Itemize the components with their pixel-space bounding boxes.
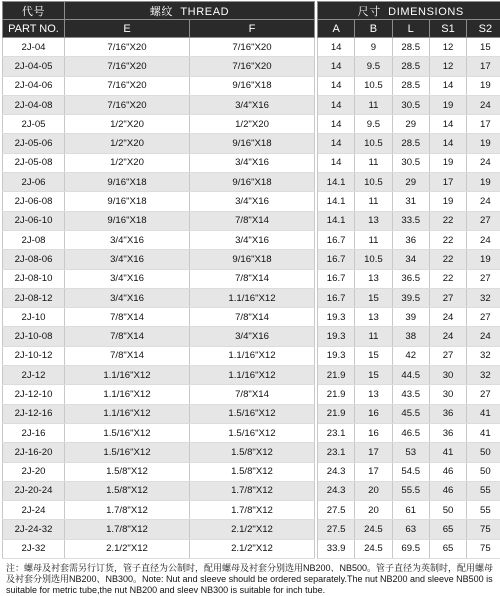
thread-e-cell: 3/4"X16 (65, 250, 190, 269)
thread-e-cell: 7/16"X20 (65, 38, 190, 57)
dim-l-cell: 39.5 (392, 288, 429, 307)
dim-s1-cell: 27 (429, 288, 466, 307)
thread-header (65, 2, 315, 20)
dim-a-cell: 14 (318, 76, 355, 95)
table-row (3, 38, 500, 57)
dim-s1-cell: 65 (429, 539, 466, 558)
table-row (3, 230, 500, 249)
dim-a-cell: 16.7 (318, 230, 355, 249)
thread-e-cell: 3/4"X16 (65, 269, 190, 288)
dim-b-header: B (355, 20, 392, 38)
dim-s1-cell: 46 (429, 462, 466, 481)
dim-l-cell: 36 (392, 230, 429, 249)
thread-e-cell: 3/4"X16 (65, 288, 190, 307)
part-no-cell: 2J-32 (3, 539, 65, 558)
part-no-cell: 2J-04-06 (3, 76, 65, 95)
dim-b-cell: 11 (355, 95, 392, 114)
dim-a-cell: 14 (318, 95, 355, 114)
thread-e-cell: 9/16"X18 (65, 192, 190, 211)
table-row (3, 211, 500, 230)
table-row (3, 192, 500, 211)
dim-l-cell: 53 (392, 443, 429, 462)
table-row (3, 481, 500, 500)
dim-s1-cell: 36 (429, 423, 466, 442)
dim-s2-cell: 75 (467, 539, 500, 558)
table-row (3, 501, 500, 520)
thread-f-cell: 1.5/8"X12 (190, 443, 315, 462)
dim-l-cell: 29 (392, 173, 429, 192)
dim-s1-cell: 30 (429, 385, 466, 404)
thread-f-header: F (190, 20, 315, 38)
thread-f-cell: 9/16"X18 (190, 173, 315, 192)
dim-a-cell: 23.1 (318, 423, 355, 442)
dim-a-cell: 14 (318, 153, 355, 172)
dim-l-cell: 39 (392, 308, 429, 327)
thread-e-cell: 1.5/8"X12 (65, 481, 190, 500)
table-row (3, 308, 500, 327)
dim-l-cell: 30.5 (392, 95, 429, 114)
part-no-cell: 2J-04-08 (3, 95, 65, 114)
part-no-cell: 2J-10-08 (3, 327, 65, 346)
dim-l-cell: 36.5 (392, 269, 429, 288)
dim-s2-cell: 24 (467, 95, 500, 114)
part-no-cell: 2J-05 (3, 115, 65, 134)
dim-s2-cell: 55 (467, 481, 500, 500)
dim-a-cell: 16.7 (318, 250, 355, 269)
dim-b-cell: 11 (355, 192, 392, 211)
thread-f-cell: 3/4"X16 (190, 192, 315, 211)
dim-l-cell: 28.5 (392, 134, 429, 153)
dim-b-cell: 10.5 (355, 134, 392, 153)
dim-s1-cell: 14 (429, 76, 466, 95)
table-row (3, 153, 500, 172)
dim-s2-cell: 50 (467, 443, 500, 462)
part-no-cell: 2J-08 (3, 230, 65, 249)
thread-f-cell: 9/16"X18 (190, 76, 315, 95)
dim-l-cell: 63 (392, 520, 429, 539)
dim-s1-cell: 30 (429, 366, 466, 385)
thread-f-cell: 1.5/16"X12 (190, 423, 315, 442)
dim-b-cell: 20 (355, 501, 392, 520)
dim-l-cell: 43.5 (392, 385, 429, 404)
dim-s1-cell: 22 (429, 269, 466, 288)
thread-f-cell: 2.1/2"X12 (190, 539, 315, 558)
thread-e-cell: 7/16"X20 (65, 57, 190, 76)
dim-s1-cell: 27 (429, 346, 466, 365)
dim-s1-cell: 19 (429, 153, 466, 172)
dim-s2-cell: 41 (467, 404, 500, 423)
thread-f-cell: 1.1/16"X12 (190, 288, 315, 307)
dim-a-cell: 33.9 (318, 539, 355, 558)
dim-s1-cell: 65 (429, 520, 466, 539)
dim-a-cell: 19.3 (318, 346, 355, 365)
dim-b-cell: 9.5 (355, 57, 392, 76)
part-no-cell: 2J-24 (3, 501, 65, 520)
dim-s2-cell: 27 (467, 211, 500, 230)
table-row (3, 385, 500, 404)
thread-f-cell: 7/8"X14 (190, 308, 315, 327)
thread-f-cell: 3/4"X16 (190, 153, 315, 172)
thread-f-cell: 1/2"X20 (190, 115, 315, 134)
dim-s1-cell: 12 (429, 38, 466, 57)
thread-header-cn: 螺纹 (150, 6, 173, 18)
dim-s1-cell: 24 (429, 308, 466, 327)
dim-s1-cell: 46 (429, 481, 466, 500)
part-no-cell: 2J-20 (3, 462, 65, 481)
part-no-cell: 2J-16 (3, 423, 65, 442)
table-row (3, 366, 500, 385)
dim-a-cell: 24.3 (318, 462, 355, 481)
dim-b-cell: 13 (355, 269, 392, 288)
dim-s1-cell: 22 (429, 230, 466, 249)
dim-s2-cell: 24 (467, 230, 500, 249)
table-body (3, 38, 500, 559)
part-no-cell: 2J-24-32 (3, 520, 65, 539)
dimensions-header-cn: 尺寸 (358, 6, 381, 18)
dim-a-cell: 21.9 (318, 404, 355, 423)
part-no-cell: 2J-20-24 (3, 481, 65, 500)
dim-l-cell: 55.5 (392, 481, 429, 500)
dim-s1-cell: 14 (429, 115, 466, 134)
table-row (3, 115, 500, 134)
table-row (3, 134, 500, 153)
dimensions-header-en: DIMENSIONS (388, 6, 464, 18)
thread-header-en: THREAD (180, 6, 229, 18)
dim-a-cell: 16.7 (318, 288, 355, 307)
part-no-header-en: PART NO. (3, 20, 65, 38)
dim-a-cell: 14 (318, 115, 355, 134)
dim-a-cell: 19.3 (318, 308, 355, 327)
dim-s2-cell: 32 (467, 366, 500, 385)
dim-a-cell: 16.7 (318, 269, 355, 288)
part-no-cell: 2J-04 (3, 38, 65, 57)
part-no-cell: 2J-04-05 (3, 57, 65, 76)
dim-l-cell: 46.5 (392, 423, 429, 442)
table-row (3, 462, 500, 481)
dim-b-cell: 17 (355, 443, 392, 462)
dim-l-cell: 38 (392, 327, 429, 346)
dim-l-cell: 29 (392, 115, 429, 134)
dim-b-cell: 11 (355, 327, 392, 346)
thread-e-cell: 9/16"X18 (65, 211, 190, 230)
dim-l-cell: 69.5 (392, 539, 429, 558)
dim-l-cell: 30.5 (392, 153, 429, 172)
dim-s1-cell: 22 (429, 211, 466, 230)
dim-b-cell: 24.5 (355, 539, 392, 558)
dim-a-header: A (318, 20, 355, 38)
dim-l-cell: 31 (392, 192, 429, 211)
dim-l-cell: 28.5 (392, 38, 429, 57)
thread-f-cell: 1.1/16"X12 (190, 366, 315, 385)
thread-f-cell: 1.5/8"X12 (190, 462, 315, 481)
dim-l-cell: 45.5 (392, 404, 429, 423)
thread-f-cell: 3/4"X16 (190, 230, 315, 249)
table-row (3, 173, 500, 192)
dim-s2-cell: 15 (467, 38, 500, 57)
thread-e-cell: 1.5/16"X12 (65, 423, 190, 442)
dim-l-cell: 42 (392, 346, 429, 365)
table-row (3, 346, 500, 365)
thread-e-cell: 7/16"X20 (65, 76, 190, 95)
dim-a-cell: 21.9 (318, 366, 355, 385)
dim-b-cell: 11 (355, 153, 392, 172)
part-no-cell: 2J-08-06 (3, 250, 65, 269)
footnote: 注：螺母及衬套需另行订货，管子直径为公制时，配用螺母及衬套分别选用NB200、NB500。管子直径为英制时，配用螺母及衬套分别选用NB200、NB300。Note: Nut and sleeve should be ordered separately.The nut NB200 and sleeve NB500 is suitable for metric tube,the nut NB200 and sleev NB300 is suitable for inch tube. (6, 563, 494, 596)
thread-e-cell: 7/8"X14 (65, 327, 190, 346)
dim-b-cell: 16 (355, 404, 392, 423)
dim-a-cell: 19.3 (318, 327, 355, 346)
dim-a-cell: 14.1 (318, 211, 355, 230)
dim-s2-cell: 24 (467, 153, 500, 172)
thread-f-cell: 7/8"X14 (190, 211, 315, 230)
table-header (3, 2, 500, 38)
dim-b-cell: 10.5 (355, 76, 392, 95)
table-row (3, 539, 500, 558)
thread-e-cell: 1.5/8"X12 (65, 462, 190, 481)
dim-l-cell: 34 (392, 250, 429, 269)
thread-f-cell: 3/4"X16 (190, 327, 315, 346)
thread-f-cell: 1.1/16"X12 (190, 346, 315, 365)
dim-a-cell: 27.5 (318, 520, 355, 539)
dim-s1-cell: 36 (429, 404, 466, 423)
dim-s2-cell: 27 (467, 385, 500, 404)
part-no-cell: 2J-08-12 (3, 288, 65, 307)
thread-e-header: E (65, 20, 190, 38)
table-row (3, 57, 500, 76)
thread-f-cell: 7/8"X14 (190, 385, 315, 404)
dim-s1-cell: 12 (429, 57, 466, 76)
thread-e-cell: 1.5/16"X12 (65, 443, 190, 462)
dim-s1-cell: 19 (429, 192, 466, 211)
dim-b-cell: 15 (355, 288, 392, 307)
dim-b-cell: 10.5 (355, 173, 392, 192)
dim-s2-cell: 24 (467, 327, 500, 346)
dim-s1-cell: 22 (429, 250, 466, 269)
part-no-cell: 2J-05-06 (3, 134, 65, 153)
part-no-cell: 2J-06 (3, 173, 65, 192)
dim-s2-header: S2 (467, 20, 500, 38)
dim-a-cell: 14 (318, 134, 355, 153)
thread-e-cell: 1.1/16"X12 (65, 385, 190, 404)
dim-b-cell: 9 (355, 38, 392, 57)
thread-e-cell: 1/2"X20 (65, 115, 190, 134)
dim-a-cell: 24.3 (318, 481, 355, 500)
dim-l-cell: 28.5 (392, 57, 429, 76)
dimensions-table (2, 1, 500, 559)
dim-b-cell: 13 (355, 308, 392, 327)
table-row (3, 95, 500, 114)
thread-e-cell: 1.1/16"X12 (65, 404, 190, 423)
dimensions-header (318, 2, 500, 20)
dim-b-cell: 15 (355, 346, 392, 365)
part-no-cell: 2J-06-10 (3, 211, 65, 230)
dim-s2-cell: 19 (467, 173, 500, 192)
thread-f-cell: 2.1/2"X12 (190, 520, 315, 539)
dim-s2-cell: 19 (467, 76, 500, 95)
dim-s1-cell: 19 (429, 95, 466, 114)
dim-b-cell: 24.5 (355, 520, 392, 539)
part-no-cell: 2J-08-10 (3, 269, 65, 288)
dim-b-cell: 17 (355, 462, 392, 481)
dim-s2-cell: 50 (467, 462, 500, 481)
part-no-cell: 2J-05-08 (3, 153, 65, 172)
dim-s1-header: S1 (429, 20, 466, 38)
thread-e-cell: 7/8"X14 (65, 346, 190, 365)
table-row (3, 520, 500, 539)
dim-b-cell: 20 (355, 481, 392, 500)
table-row (3, 269, 500, 288)
thread-e-cell: 7/16"X20 (65, 95, 190, 114)
thread-f-cell: 1.7/8"X12 (190, 501, 315, 520)
thread-e-cell: 1.1/16"X12 (65, 366, 190, 385)
dim-s2-cell: 41 (467, 423, 500, 442)
dim-s2-cell: 27 (467, 269, 500, 288)
part-no-cell: 2J-12-16 (3, 404, 65, 423)
dim-l-cell: 33.5 (392, 211, 429, 230)
dim-s2-cell: 32 (467, 288, 500, 307)
table-row (3, 288, 500, 307)
table-row (3, 423, 500, 442)
dim-b-cell: 13 (355, 211, 392, 230)
dim-s1-cell: 14 (429, 134, 466, 153)
dim-s1-cell: 41 (429, 443, 466, 462)
thread-f-cell: 9/16"X18 (190, 250, 315, 269)
table-row (3, 76, 500, 95)
thread-e-cell: 1.7/8"X12 (65, 520, 190, 539)
thread-f-cell: 9/16"X18 (190, 134, 315, 153)
dim-a-cell: 14 (318, 57, 355, 76)
dim-a-cell: 14.1 (318, 192, 355, 211)
thread-e-cell: 2.1/2"X12 (65, 539, 190, 558)
dim-s1-cell: 24 (429, 327, 466, 346)
thread-e-cell: 1.7/8"X12 (65, 501, 190, 520)
dim-l-cell: 61 (392, 501, 429, 520)
dim-b-cell: 11 (355, 230, 392, 249)
dim-s2-cell: 27 (467, 308, 500, 327)
dim-l-cell: 54.5 (392, 462, 429, 481)
thread-e-cell: 1/2"X20 (65, 153, 190, 172)
dim-s2-cell: 17 (467, 115, 500, 134)
dim-b-cell: 9.5 (355, 115, 392, 134)
dim-a-cell: 23.1 (318, 443, 355, 462)
dim-s2-cell: 24 (467, 192, 500, 211)
part-no-cell: 2J-12 (3, 366, 65, 385)
part-no-cell: 2J-16-20 (3, 443, 65, 462)
part-no-cell: 2J-10 (3, 308, 65, 327)
dim-s1-cell: 17 (429, 173, 466, 192)
dim-s2-cell: 17 (467, 57, 500, 76)
dim-a-cell: 14 (318, 38, 355, 57)
thread-e-cell: 9/16"X18 (65, 173, 190, 192)
part-no-cell: 2J-12-10 (3, 385, 65, 404)
dim-a-cell: 14.1 (318, 173, 355, 192)
part-no-cell: 2J-06-08 (3, 192, 65, 211)
dim-a-cell: 21.9 (318, 385, 355, 404)
dim-a-cell: 27.5 (318, 501, 355, 520)
table-row (3, 404, 500, 423)
dim-s2-cell: 32 (467, 346, 500, 365)
thread-e-cell: 1/2"X20 (65, 134, 190, 153)
table-row (3, 327, 500, 346)
thread-f-cell: 7/16"X20 (190, 38, 315, 57)
dim-l-cell: 28.5 (392, 76, 429, 95)
dim-b-cell: 15 (355, 366, 392, 385)
thread-f-cell: 7/8"X14 (190, 269, 315, 288)
dim-l-cell: 44.5 (392, 366, 429, 385)
thread-e-cell: 7/8"X14 (65, 308, 190, 327)
dim-b-cell: 16 (355, 423, 392, 442)
part-no-cell: 2J-10-12 (3, 346, 65, 365)
thread-f-cell: 7/16"X20 (190, 57, 315, 76)
dim-s2-cell: 19 (467, 250, 500, 269)
thread-f-cell: 1.5/16"X12 (190, 404, 315, 423)
spec-sheet (2, 1, 498, 596)
dim-s2-cell: 55 (467, 501, 500, 520)
dim-b-cell: 10.5 (355, 250, 392, 269)
thread-f-cell: 3/4"X16 (190, 95, 315, 114)
table-row (3, 250, 500, 269)
part-no-header-cn: 代号 (3, 2, 65, 20)
dim-s2-cell: 19 (467, 134, 500, 153)
thread-f-cell: 1.7/8"X12 (190, 481, 315, 500)
dim-s1-cell: 50 (429, 501, 466, 520)
dim-b-cell: 13 (355, 385, 392, 404)
table-row (3, 443, 500, 462)
thread-e-cell: 3/4"X16 (65, 230, 190, 249)
dim-s2-cell: 75 (467, 520, 500, 539)
dim-l-header: L (392, 20, 429, 38)
